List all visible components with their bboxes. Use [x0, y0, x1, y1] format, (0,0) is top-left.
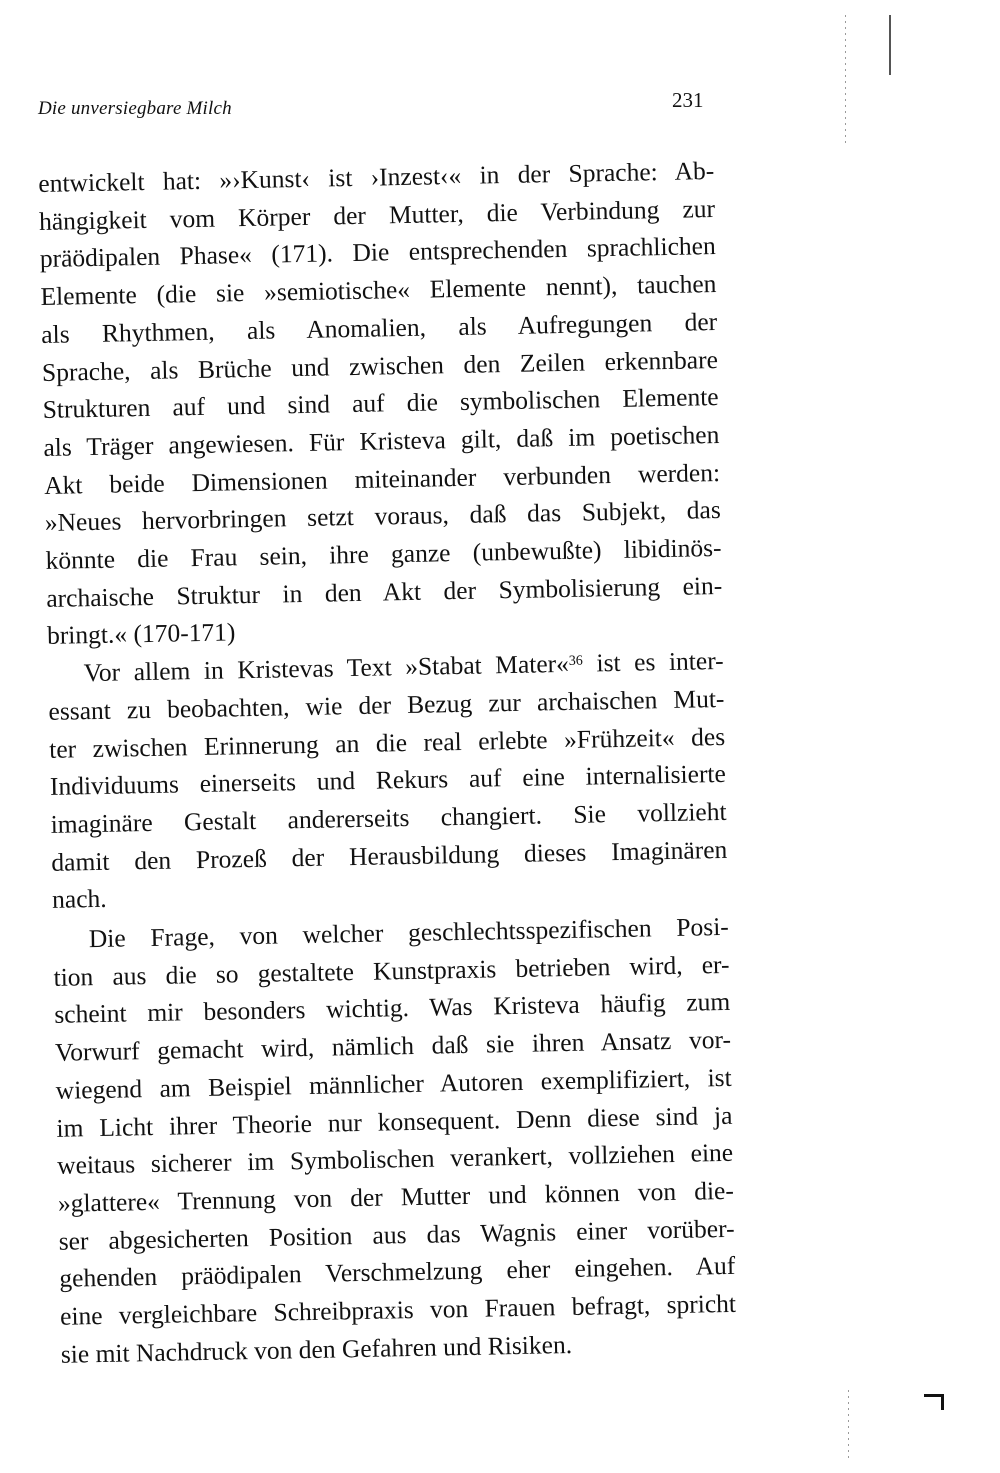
scan-edge-mark	[845, 15, 846, 145]
text-fragment: ist es inter-	[582, 646, 724, 678]
text-line: archaische Struktur in den Akt der Symbolisierung ein-	[46, 570, 723, 613]
scan-edge-mark	[848, 1390, 849, 1460]
text-line: hängigkeit vom Körper der Mutter, die Verbindung zur	[38, 193, 716, 236]
body-text	[38, 152, 737, 1373]
footnote-reference: 36	[568, 653, 583, 670]
text-line: sie mit Nachdruck von den Gefahren und Risiken.	[60, 1329, 573, 1369]
text-line: ter zwischen Erinnerung an die real erlebte »Frühzeit« des	[48, 721, 726, 764]
text-line: wiegend am Beispiel männlicher Autoren exemplifiziert, ist	[55, 1062, 732, 1105]
text-line: Strukturen auf und sind auf die symbolischen Elemente	[42, 382, 719, 425]
text-line: nach.	[51, 884, 107, 915]
text-line: könnte die Frau sein, ihre ganze (unbewußte) libidinös-	[45, 532, 722, 575]
page-number: 231	[672, 88, 704, 112]
text-line: Akt beide Dimensionen miteinander verbunden werden:	[43, 457, 721, 500]
text-line: »Neues hervorbringen setzt voraus, daß das Subjekt, das	[44, 495, 722, 538]
text-line: ser abgesicherten Position aus das Wagnis einer vorüber-	[58, 1213, 735, 1256]
scan-edge-mark	[889, 15, 891, 75]
text-line: präödipalen Phase« (171). Die entsprechenden sprachlichen	[39, 231, 716, 274]
text-fragment: Vor allem in Kristevas Text »Stabat Mater«	[83, 649, 570, 688]
text-line: Sprache, als Brüche und zwischen den Zeilen erkennbare	[41, 344, 719, 387]
text-line: weitaus sicherer im Symbolischen verankert, vollziehen eine	[56, 1138, 734, 1181]
text-line: tion aus die so gestaltete Kunstpraxis betrieben wird, er-	[53, 949, 730, 992]
text-line: als Träger angewiesen. Für Kristeva gilt, daß im poetischen	[43, 419, 720, 462]
paragraph-start: Die Frage, von welcher geschlechtsspezifischen Posi-	[88, 911, 730, 954]
text-line: als Rhythmen, als Anomalien, als Aufregungen der	[40, 306, 718, 349]
text-line: »glattere« Trennung von der Mutter und können von die-	[57, 1175, 735, 1218]
text-line: damit den Prozeß der Herausbildung dieses Imaginären	[51, 834, 728, 877]
text-line: essant zu beobachten, wie der Bezug zur archaischen Mut-	[48, 683, 725, 726]
running-title: Die unversiegbare Milch	[38, 98, 232, 119]
text-line: Vorwurf gemacht wird, nämlich daß sie ihren Ansatz vor-	[54, 1025, 732, 1068]
text-line: bringt.« (170-171)	[46, 617, 236, 651]
text-line: imaginäre Gestalt andererseits changiert. Sie vollzieht	[50, 796, 727, 839]
crop-corner-mark	[924, 1394, 944, 1410]
text-line: Elemente (die sie »semiotische« Elemente nennt), tauchen	[40, 269, 717, 312]
text-line: scheint mir besonders wichtig. Was Kristeva häufig zum	[54, 987, 731, 1030]
text-line: entwickelt hat: »›Kunst‹ ist ›Inzest‹« in der Sprache: Ab-	[38, 156, 715, 198]
text-line: gehenden präödipalen Verschmelzung eher eingehen. Auf	[59, 1251, 736, 1294]
text-line: im Licht ihrer Theorie nur konsequent. Denn diese sind ja	[56, 1100, 733, 1143]
text-line: eine vergleichbare Schreibpraxis von Frauen befragt, spricht	[59, 1288, 737, 1331]
text-line: Individuums einerseits und Rekurs auf eine internalisierte	[49, 759, 727, 802]
